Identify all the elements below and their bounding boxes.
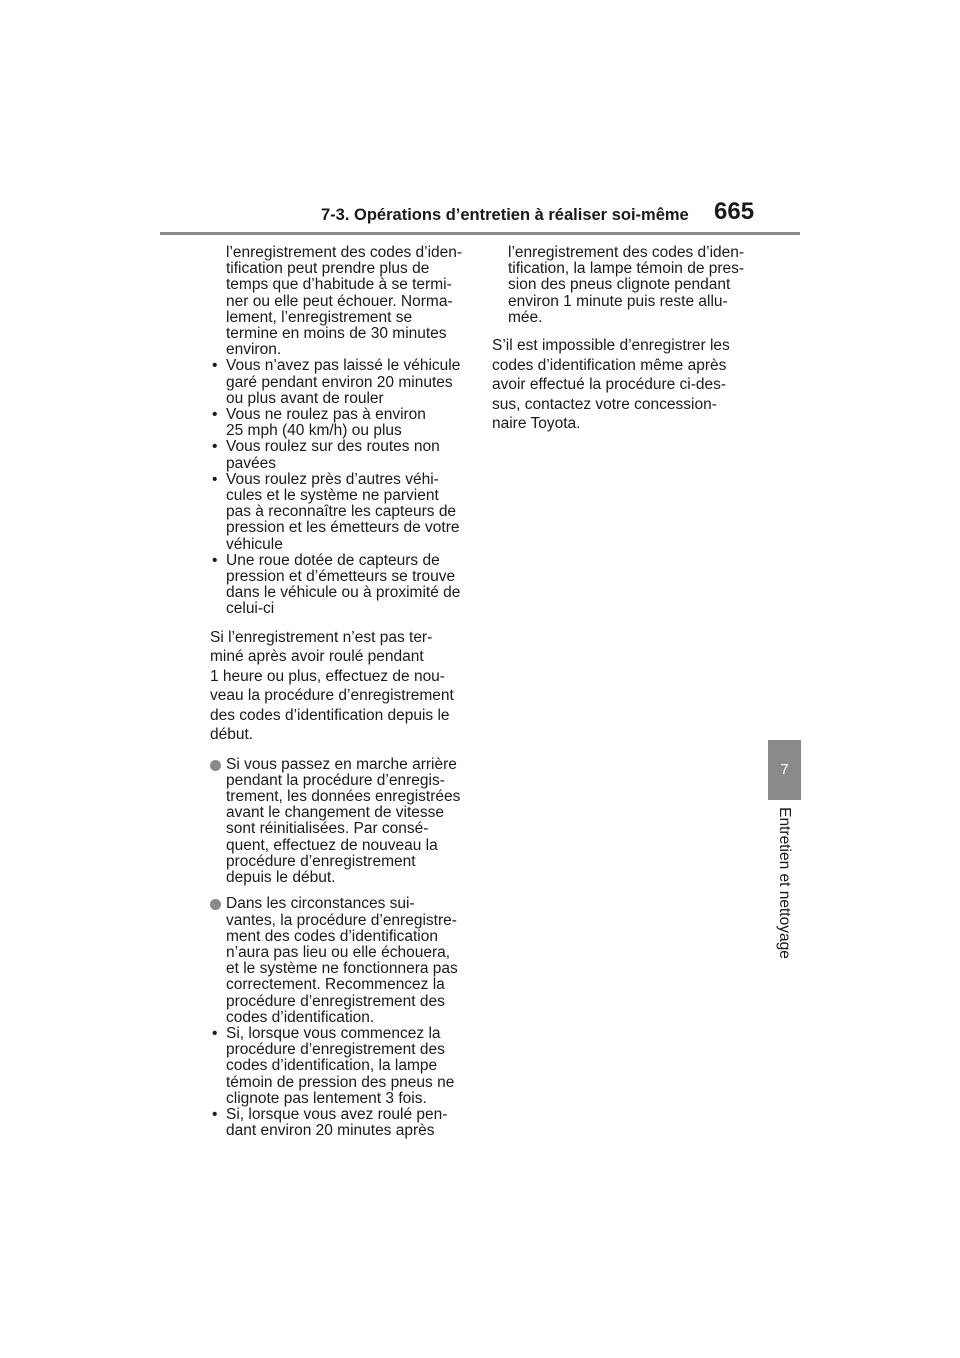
text-line: ou plus avant de rouler: [226, 389, 384, 407]
text-line: début.: [210, 726, 254, 744]
text-line: naire Toyota.: [492, 415, 581, 433]
text-line: mée.: [508, 308, 543, 326]
bullet-mark: •: [212, 551, 218, 569]
text-line: Si, lorsque vous avez roulé pen-: [226, 1105, 448, 1123]
text-line: sont réinitialisées. Par consé-: [226, 820, 429, 838]
list-item: [210, 553, 472, 618]
text-line: ner ou elle peut échouer. Norma-: [226, 292, 453, 310]
text-line: ment des codes d’identification: [226, 927, 438, 945]
text-line: environ 1 minute puis reste allu-: [508, 292, 728, 310]
text-line: correctement. Recommencez la: [226, 976, 445, 994]
text-line: environ.: [226, 341, 282, 359]
text-line: l’enregistrement des codes d’iden-: [226, 244, 463, 261]
text-line: Une roue dotée de capteurs de: [226, 551, 440, 569]
list-item: [210, 439, 472, 471]
text-line: garé pendant environ 20 minutes: [226, 373, 453, 391]
text-line: celui-ci: [226, 600, 275, 618]
text-line: témoin de pression des pneus ne: [226, 1073, 455, 1091]
text-line: miné après avoir roulé pendant: [210, 648, 424, 666]
text-line: codes d’identification.: [226, 1008, 375, 1026]
text-line: dans le véhicule ou à proximité de: [226, 584, 461, 602]
chapter-tab[interactable]: 7: [768, 740, 801, 800]
list-item: [210, 358, 472, 407]
text-line: procédure d’enregistrement des: [226, 1041, 445, 1059]
text-line: avoir effectué la procédure ci-des-: [492, 376, 727, 394]
text-line: n’aura pas lieu ou elle échouera,: [226, 943, 451, 961]
text-line: temps que d’habitude à se termi-: [226, 276, 452, 294]
text-line: avant le changement de vitesse: [226, 804, 444, 822]
text-line: termine en moins de 30 minutes: [226, 325, 447, 343]
bullet-mark: •: [212, 1105, 218, 1123]
text-line: Si vous passez en marche arrière: [226, 755, 457, 773]
text-line: pression et d’émetteurs se trouve: [226, 568, 456, 586]
text-line: depuis le début.: [226, 869, 336, 887]
left-column: [210, 245, 472, 1139]
page-number: 665: [714, 198, 755, 225]
chapter-title: Entretien et nettoyage: [776, 807, 793, 959]
body-paragraph: [492, 336, 754, 434]
text-line: pas à reconnaître les capteurs de: [226, 503, 457, 521]
note-dot-icon: [210, 899, 221, 910]
text-line: veau la procédure d’enregistrement: [210, 687, 454, 705]
text-line: Vous ne roulez pas à environ: [226, 406, 426, 424]
text-line: pendant la procédure d’enregis-: [226, 771, 445, 789]
list-item: [210, 1107, 472, 1139]
text-line: clignote pas lentement 3 fois.: [226, 1089, 427, 1107]
text-line: tification, la lampe témoin de pres-: [508, 260, 745, 278]
text-line: Si, lorsque vous commencez la: [226, 1024, 441, 1042]
text-line: des codes d’identification depuis le: [210, 706, 450, 724]
continuation-text: [210, 245, 472, 358]
text-line: Vous roulez près d’autres véhi-: [226, 470, 439, 488]
text-line: véhicule: [226, 535, 283, 553]
text-line: 25 mph (40 km/h) ou plus: [226, 422, 402, 440]
body-paragraph: [210, 628, 472, 745]
bullet-mark: •: [212, 470, 218, 488]
bullet-mark: •: [212, 438, 218, 456]
section-title: 7-3. Opérations d’entretien à réaliser soi-même: [321, 206, 689, 224]
text-line: sus, contactez votre concession-: [492, 395, 717, 413]
text-line: S’il est impossible d’enregistrer les: [492, 337, 730, 355]
text-line: lement, l’enregistrement se: [226, 308, 413, 326]
text-line: procédure d’enregistrement: [226, 852, 416, 870]
continuation-text: [492, 245, 754, 326]
text-line: Vous n’avez pas laissé le véhicule: [226, 357, 461, 375]
right-column: [492, 245, 754, 434]
text-line: procédure d’enregistrement des: [226, 992, 445, 1010]
bullet-mark: •: [212, 1024, 218, 1042]
text-line: et le système ne fonctionnera pas: [226, 960, 458, 978]
note-item: [210, 896, 472, 1026]
text-line: vantes, la procédure d’enregistre-: [226, 911, 457, 929]
text-line: codes d’identification, la lampe: [226, 1057, 438, 1075]
note-dot-icon: [210, 760, 221, 771]
text-line: cules et le système ne parvient: [226, 487, 439, 505]
text-line: dant environ 20 minutes après: [226, 1122, 435, 1140]
text-line: Si l’enregistrement n’est pas ter-: [210, 628, 433, 646]
text-line: Dans les circonstances sui-: [226, 895, 415, 913]
list-item: [210, 1026, 472, 1107]
text-line: trement, les données enregistrées: [226, 788, 461, 806]
text-line: sion des pneus clignote pendant: [508, 276, 731, 294]
text-line: l’enregistrement des codes d’iden-: [508, 244, 745, 261]
header-divider: [160, 232, 800, 235]
text-line: Vous roulez sur des routes non: [226, 438, 440, 456]
text-line: quent, effectuez de nouveau la: [226, 836, 438, 854]
text-line: codes d’identification même après: [492, 356, 727, 374]
bullet-mark: •: [212, 357, 218, 375]
list-item: [210, 407, 472, 439]
bullet-mark: •: [212, 406, 218, 424]
text-line: tification peut prendre plus de: [226, 260, 430, 278]
text-line: pression et les émetteurs de votre: [226, 519, 460, 537]
text-line: pavées: [226, 454, 276, 472]
note-item: [210, 757, 472, 887]
list-item: [210, 472, 472, 553]
text-line: 1 heure ou plus, effectuez de nou-: [210, 667, 445, 685]
